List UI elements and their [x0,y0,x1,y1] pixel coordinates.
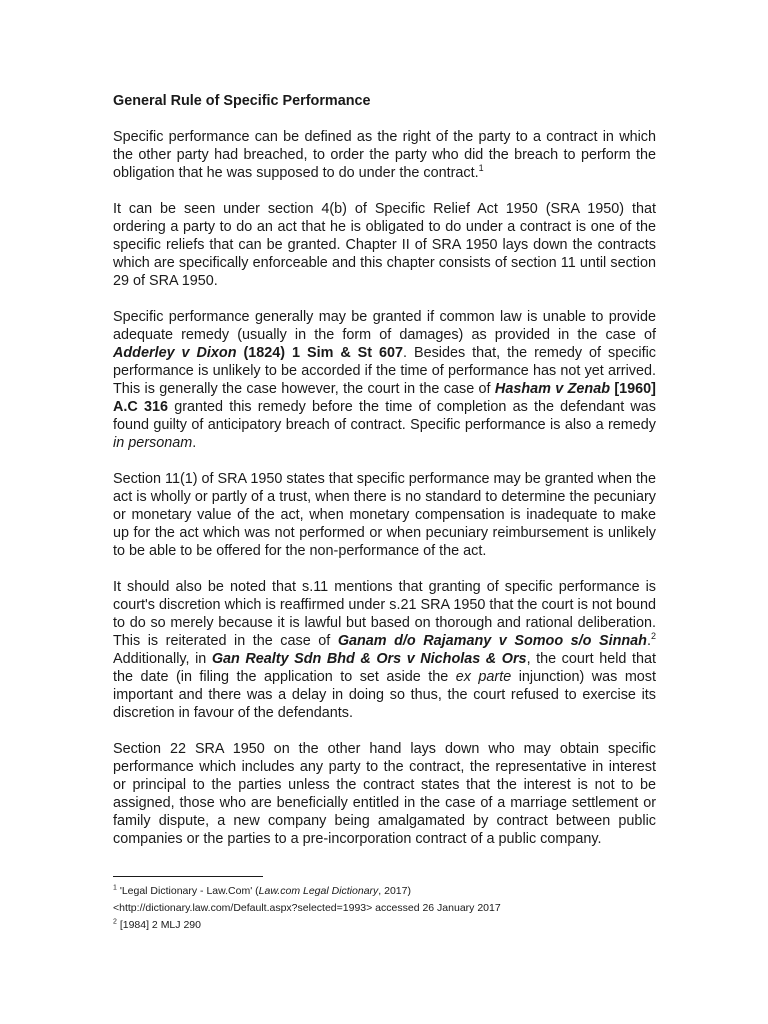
case-citation: [1960] A.C 316 [113,381,656,415]
latin-term: ex parte [455,669,512,685]
case-name: Adderley v Dixon [113,345,237,361]
page-title: General Rule of Specific Performance [113,93,371,109]
footnote-divider [113,876,263,877]
footnote-1: $^1$ 'Legal Dictionary - Law.Com' (Law.com Legal Dictionary, 2017) [113,884,411,897]
paragraph-section-11: Section 11(1) of SRA 1950 states that specific performance may be granted when the act is wholly or partly of a trust, when there is no standard to determine the pecuniary or monetary value of the act, when monetary compensation is inadequate to make up for the act which was not performed or when pecuniary reimbursement is unlikely to be able to be offered for the non-performance of the act. [113,471,656,559]
paragraph-section-4b: It can be seen under section 4(b) of Specific Relief Act 1950 (SRA 1950) that ordering a party to do an act that he is obligated to do under a contract is one of the specific reliefs that can be granted. Chapter II of SRA 1950 lays down the contracts which are specifically enforceable and this chapter consists of section 11 until section 29 of SRA 1950. [113,201,656,289]
latin-term: in personam [113,435,193,451]
case-name: Hasham v Zenab [494,381,611,397]
case-citation: (1824) 1 Sim & St 607 [236,345,404,361]
footnote-ref-1[interactable]: 1 [478,163,484,174]
paragraph-discretion: It should also be noted that s.11 mentions that granting of specific performance is court's discretion which is reaffirmed under s.21 SRA 1950 that the court is not bound to do so merely because it is lawful but based on thorough and rational deliberation. This is reiterated in the case of Ganam d/o Rajamany v Somoo s/o Sinnah.$^2$ Additionally, in Gan Realty Sdn Bhd & Ors v Nicholas & Ors, the court held that the date (in filing the application to set aside the ex parte injunction) was most important and there was a delay in doing so thus, the court refused to exercise its discretion in favour of the defendants. [113,579,656,721]
footnote-2: $^2$ [1984] 2 MLJ 290 [113,918,201,931]
case-name: Ganam d/o Rajamany v Somoo s/o Sinnah [337,633,647,649]
paragraph-common-law: Specific performance generally may be granted if common law is unable to provide adequate remedy (usually in the form of damages) as provided in the case of Adderley v Dixon (1824) 1 Sim & St 607. Besides that, the remedy of specific performance is unlikely to be accorded if the time of performance has not yet arrived. This is generally the case however, the court in the case of Hasham v Zenab [1960] A.C 316 granted this remedy before the time of completion as the defendant was found guilty of anticipatory breach of contract. Specific performance is also a remedy in personam. [113,309,656,451]
paragraph-section-22: Section 22 SRA 1950 on the other hand lays down who may obtain specific performance which includes any party to the contract, the representative in interest or principal to the parties unless the contract states that the interest is not to be assigned, those who are beneficially entitled in the case of a marriage settlement or family dispute, a new company being amalgamated by contract between public companies or the parties to a pre-incorporation contract of a public company. [113,741,656,847]
case-name: Gan Realty Sdn Bhd & Ors v Nicholas & Ors [211,651,527,667]
paragraph-text: Specific performance can be defined as the right of the party to a contract in which the other party had breached, to order the party who did the breach to perform the obligation that he was supposed to do under the contract. [113,129,656,181]
footnote-ref-2[interactable]: 2 [650,631,656,642]
paragraph-definition [113,128,656,182]
footnote-1-url[interactable]: <http://dictionary.law.com/Default.aspx?selected=1993> accessed 26 January 2017 [113,902,501,914]
footnotes [113,876,656,934]
document-body [113,92,656,866]
